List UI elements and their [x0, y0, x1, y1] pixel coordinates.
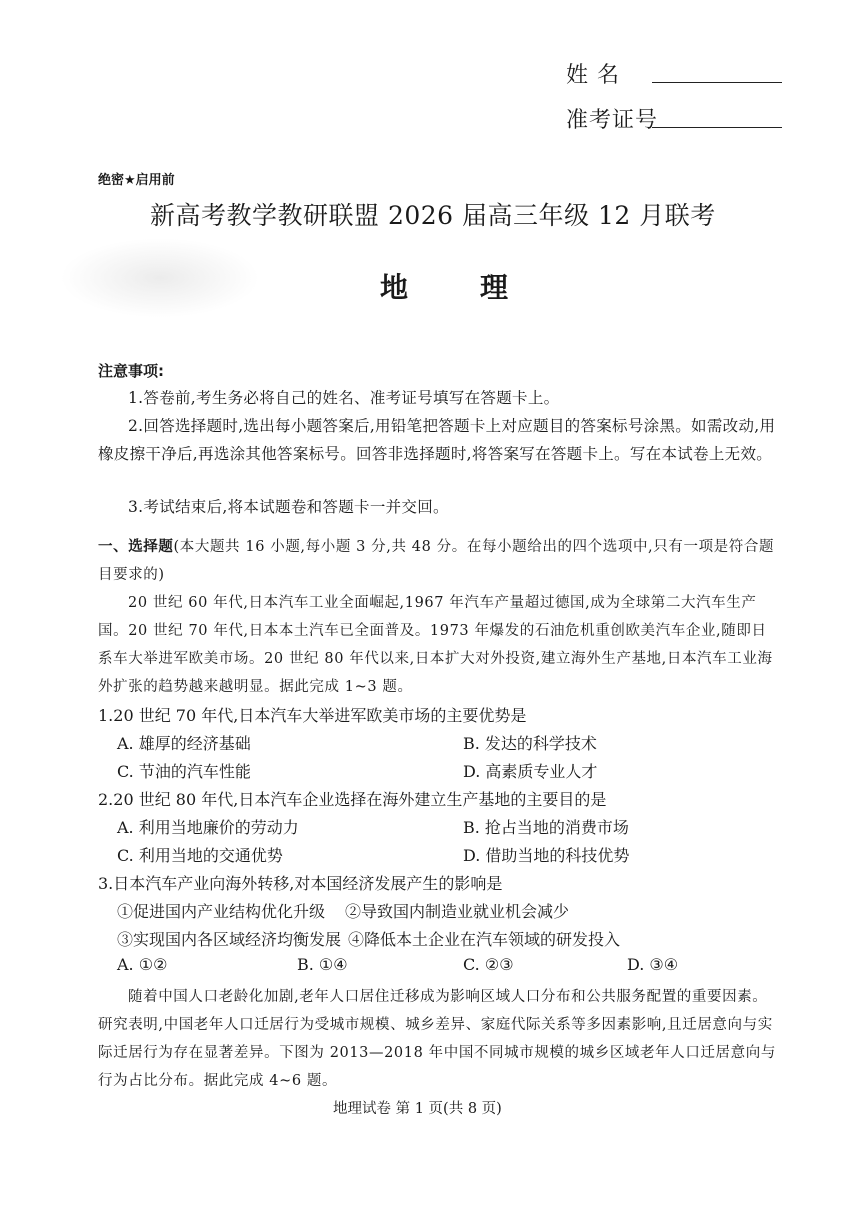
q3-statement-3: ③实现国内各区域经济均衡发展 — [117, 930, 342, 949]
q3-statement-4: ④降低本土企业在汽车领域的研发投入 — [348, 930, 621, 949]
name-label: 姓 名 — [566, 63, 620, 88]
passage-1: 20 世纪 60 年代,日本汽车工业全面崛起,1967 年汽车产量超过德国,成为全球第二大汽车生产国。20 世纪 70 年代,日本本土汽车已全面普及。1973 年爆发的石油危机重创欧美汽车企业,随即日系车大举进军欧美市场。20 世纪 80 年代以来,日本扩大对外投资,建立海外生产基地,日本汽车工业海外扩张的趋势越来越明显。据此完成 1~3 题。 — [98, 595, 773, 695]
question-3-stem: 3.日本汽车产业向海外转移,对本国经济发展产生的影响是 — [98, 874, 503, 893]
scan-smudge — [60, 238, 260, 318]
exam-id-label: 准考证号 — [566, 108, 659, 133]
q2-option-d[interactable]: D. 借助当地的科技优势 — [463, 846, 630, 865]
q3-statement-1: ①促进国内产业结构优化升级 — [117, 902, 326, 921]
page-footer: 地理试卷 第 1 页(共 8 页) — [333, 1101, 502, 1117]
notes-item-3: 3.考试结束后,将本试题卷和答题卡一并交回。 — [128, 498, 449, 516]
q2-option-c[interactable]: C. 利用当地的交通优势 — [117, 846, 283, 865]
passage-2: 随着中国人口老龄化加剧,老年人口居住迁移成为影响区域人口分布和公共服务配置的重要因素。研究表明,中国老年人口迁居行为受城市规模、城乡差异、家庭代际关系等多因素影响,且迁居意向与实际迁居行为存在显著差异。下图为 2013—2018 年中国不同城市规模的城乡区域老年人口迁居意向与行为占比分布。据此完成 4~6 题。 — [98, 989, 776, 1089]
q3-statement-2: ②导致国内制造业就业机会减少 — [345, 902, 570, 921]
exam-id-field[interactable] — [652, 127, 782, 128]
q1-option-a[interactable]: A. 雄厚的经济基础 — [117, 734, 251, 753]
notes-item-1: 1.答卷前,考生务必将自己的姓名、准考证号填写在答题卡上。 — [128, 389, 560, 407]
notes-item-2: 2.回答选择题时,选出每小题答案后,用铅笔把答题卡上对应题目的答案标号涂黑。如需改动,用橡皮擦干净后,再选涂其他答案标号。回答非选择题时,将答案写在答题卡上。写在本试卷上无效。 — [98, 417, 776, 463]
subject-title: 地理 — [380, 271, 581, 304]
q3-option-d[interactable]: D. ③④ — [627, 955, 679, 974]
q1-option-b[interactable]: B. 发达的科学技术 — [463, 734, 597, 753]
question-1-stem: 1.20 世纪 70 年代,日本汽车大举进军欧美市场的主要优势是 — [98, 706, 527, 725]
q3-option-a[interactable]: A. ①② — [117, 955, 168, 974]
section-1-header — [98, 533, 778, 589]
q3-option-b[interactable]: B. ①④ — [297, 955, 348, 974]
question-2-stem: 2.20 世纪 80 年代,日本汽车企业选择在海外建立生产基地的主要目的是 — [98, 790, 607, 809]
q1-option-c[interactable]: C. 节油的汽车性能 — [117, 762, 251, 781]
exam-title: 新高考教学教研联盟 2026 届高三年级 12 月联考 — [150, 201, 716, 230]
section-1-desc: (本大题共 16 小题,每小题 3 分,共 48 分。在每小题给出的四个选项中,只有一项是符合题目要求的) — [98, 539, 775, 583]
q1-option-d[interactable]: D. 高素质专业人才 — [463, 762, 598, 781]
section-1-title: 一、选择题 — [98, 539, 174, 555]
name-field[interactable] — [652, 82, 782, 83]
q2-option-b[interactable]: B. 抢占当地的消费市场 — [463, 818, 629, 837]
confidential-mark: 绝密★启用前 — [98, 173, 175, 188]
q2-option-a[interactable]: A. 利用当地廉价的劳动力 — [117, 818, 299, 837]
q3-option-c[interactable]: C. ②③ — [463, 955, 514, 974]
notes-heading: 注意事项: — [98, 362, 164, 380]
